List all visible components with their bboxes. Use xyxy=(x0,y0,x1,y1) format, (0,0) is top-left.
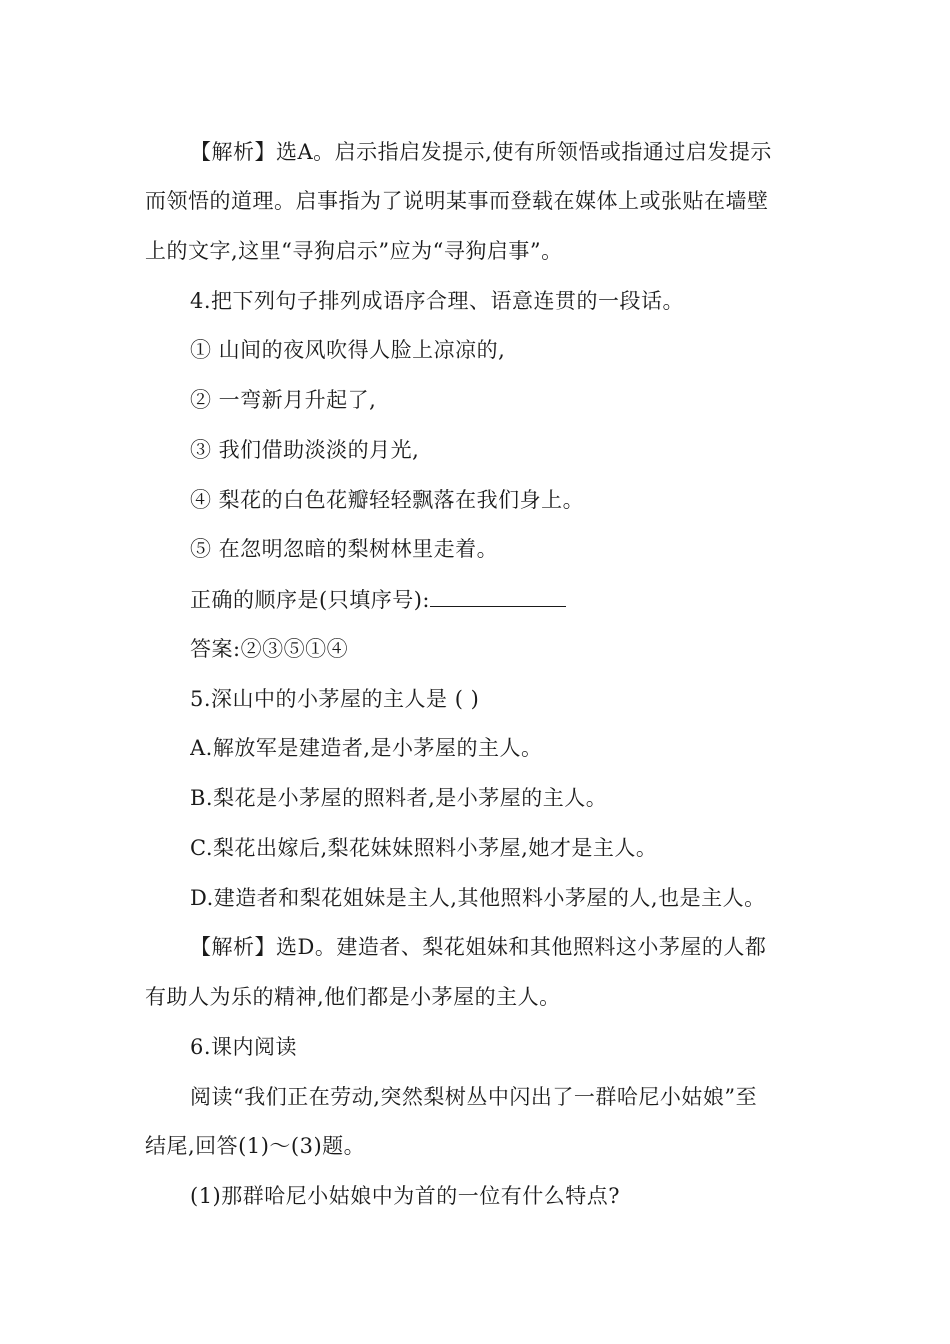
question-6-instruction-line-2: 结尾,回答(1)～(3)题。 xyxy=(145,1134,366,1158)
question-4-prompt-line xyxy=(190,584,810,615)
question-6-instruction-line-1: 阅读“我们正在劳动,突然梨树丛中闪出了一群哈尼小姑娘”至 xyxy=(190,1085,758,1109)
question-6-sub-1: (1)那群哈尼小姑娘中为首的一位有什么特点? xyxy=(190,1184,621,1208)
question-5-option-a: A.解放军是建造者,是小茅屋的主人。 xyxy=(190,736,543,760)
question-4-item-2: ② 一弯新月升起了, xyxy=(190,388,377,412)
question-4-answer: 答案:②③⑤①④ xyxy=(190,637,349,661)
question-5-option-d: D.建造者和梨花姐妹是主人,其他照料小茅屋的人,也是主人。 xyxy=(190,886,766,910)
question-5-option-c: C.梨花出嫁后,梨花妹妹照料小茅屋,她才是主人。 xyxy=(190,836,658,860)
question-4-item-1: ① 山间的夜风吹得人脸上凉凉的, xyxy=(190,338,506,362)
answer-blank xyxy=(430,584,566,607)
question-4-stem: 4.把下列句子排列成语序合理、语意连贯的一段话。 xyxy=(190,289,685,313)
question-4-item-4: ④ 梨花的白色花瓣轻轻飘落在我们身上。 xyxy=(190,488,585,512)
analysis-a-line-1: 【解析】选A。启示指启发提示,使有所领悟或指通过启发提示 xyxy=(190,140,772,164)
question-6-title: 6.课内阅读 xyxy=(190,1035,298,1059)
question-5-analysis-line-1: 【解析】选D。建造者、梨花姐妹和其他照料这小茅屋的人都 xyxy=(190,935,767,959)
question-5-analysis-line-2: 有助人为乐的精神,他们都是小茅屋的主人。 xyxy=(145,985,561,1009)
question-4-item-3: ③ 我们借助淡淡的月光, xyxy=(190,438,420,462)
question-4-item-5: ⑤ 在忽明忽暗的梨树林里走着。 xyxy=(190,537,499,561)
question-5-stem: 5.深山中的小茅屋的主人是 ( ) xyxy=(190,687,480,711)
analysis-a-line-2: 而领悟的道理。启事指为了说明某事而登载在媒体上或张贴在墙壁 xyxy=(145,189,769,213)
analysis-a-line-3: 上的文字,这里“寻狗启示”应为“寻狗启事”。 xyxy=(145,239,563,263)
question-5-option-b: B.梨花是小茅屋的照料者,是小茅屋的主人。 xyxy=(190,786,608,810)
question-4-prompt: 正确的顺序是(只填序号): xyxy=(190,588,430,612)
